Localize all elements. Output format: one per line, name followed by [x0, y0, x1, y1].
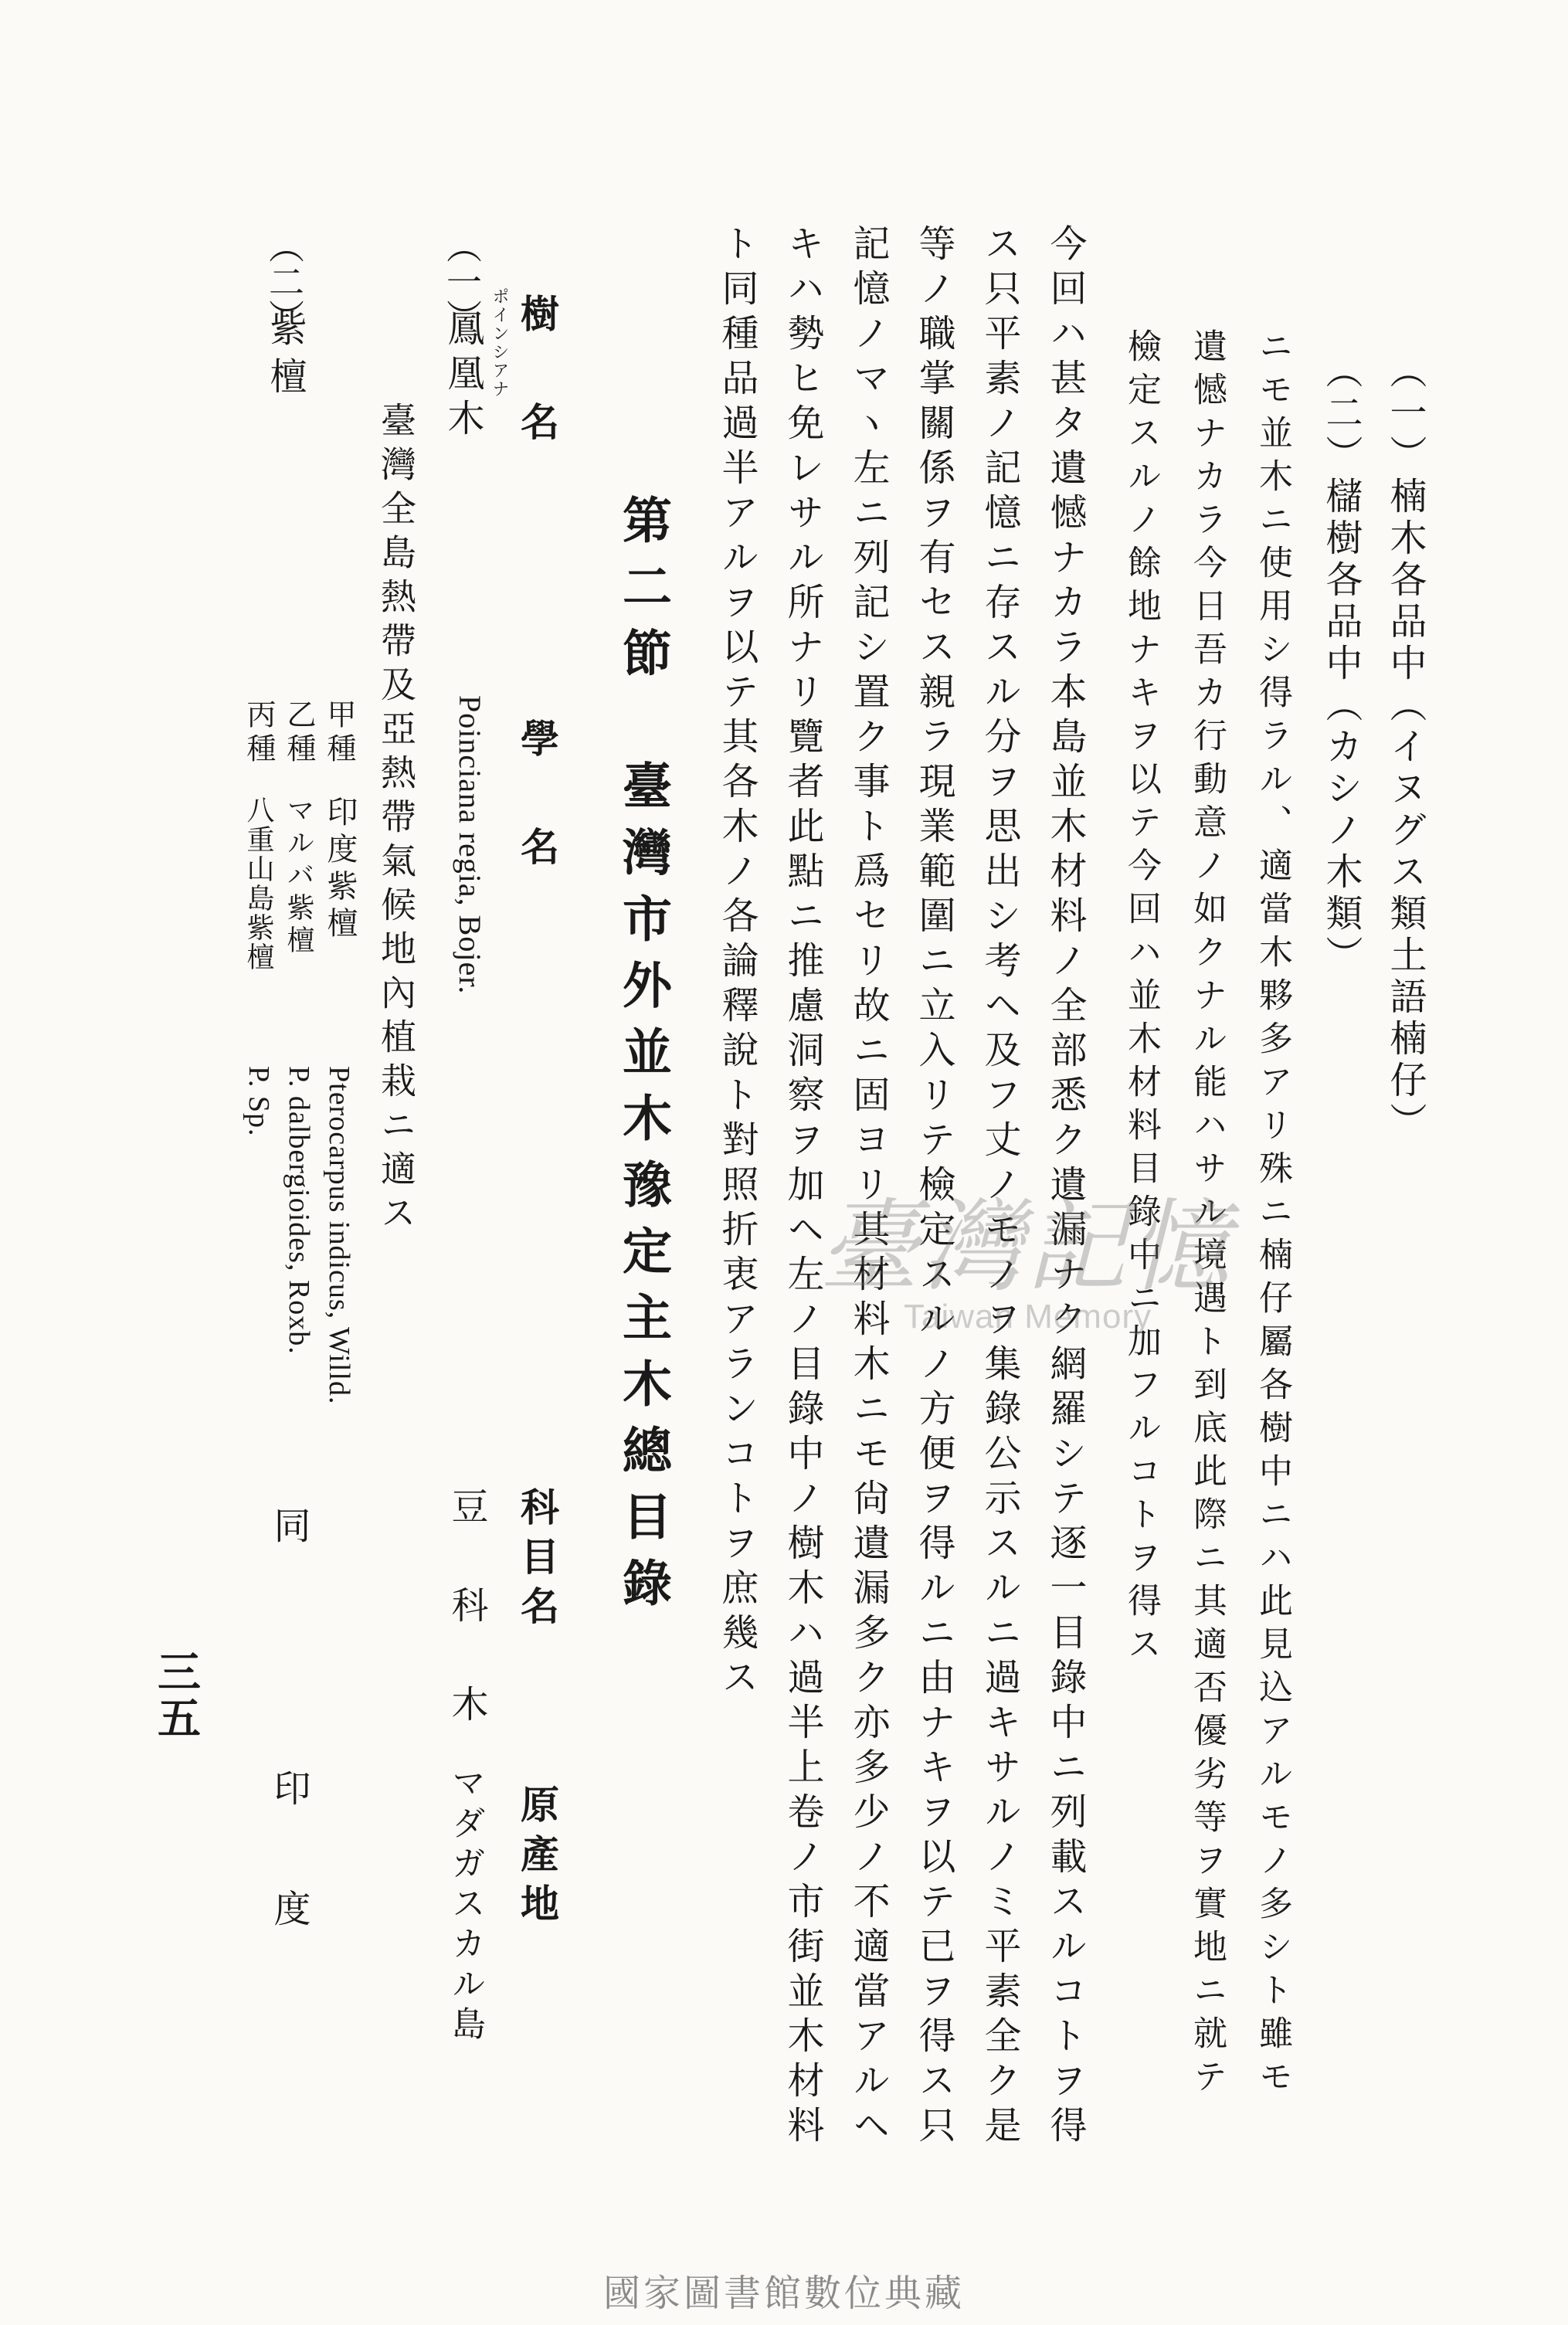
paragraph-line-6: ト同種品過半アルヲ以テ其各木ノ各論釋說ト對照折衷アランコトヲ庶幾ス [715, 224, 759, 1702]
entry-1-tree-name: 鳳凰木 [441, 309, 484, 443]
entry-2-origin: 印 度 [267, 1769, 311, 1950]
paragraph-line-1: 今回ハ甚タ遺憾ナカラ本島並木材料ノ全部悉ク遺漏ナク網羅シテ逐一目錄中ニ列載スルコトヲ得 [1044, 224, 1087, 2150]
entry-2-tree-name: 紫檀 [263, 309, 307, 405]
entry-1-origin: マダガスカル島 [446, 1765, 485, 2046]
variety-3-scientific-name: P. Sp. [243, 1066, 275, 1137]
entry-1-ruby: ポインシアナ [490, 287, 509, 399]
variety-2-name: マルバ紫檀 [283, 796, 314, 958]
note-line-1: （一）楠木各品中（イヌグス類土語楠仔） [1383, 351, 1427, 1144]
paragraph-line-4: 記憶ノマヽ左ニ列記シ置ク事ト爲セリ故ニ固ヨリ其材料木ニモ尙遺漏多ク亦多少ノ不適當アルヘ [847, 224, 890, 2150]
variety-1-scientific-name: Pterocarpus indicus, Willd. [323, 1066, 355, 1405]
entry-1-note: 臺灣全島熱帶及亞熱帶氣候地內植栽ニ適ス [375, 402, 417, 1238]
header-scientific-name: 學 名 [514, 718, 560, 881]
header-family: 科目名 [514, 1487, 560, 1635]
note-line-3: ニモ並木ニ使用シ得ラル、適當木夥多アリ殊ニ楠仔屬各樹中ニハ此見込アルモノ多シト雖モ [1253, 328, 1292, 2102]
header-origin: 原產地 [514, 1784, 560, 1933]
note-line-4: 遺憾ナカラ今日吾カ行動意ノ如クナル能ハサル境遇ト到底此際ニ其適否優劣等ヲ實地ニ就テ [1187, 328, 1227, 2102]
entry-2-number: （二） [263, 228, 305, 334]
variety-1-name: 印度紫檀 [322, 796, 358, 944]
variety-2-kind: 乙種 [282, 699, 316, 767]
paragraph-line-5: キハ勢ヒ免レサル所ナリ覽者此點ニ推慮洞察ヲ加ヘ左ノ目錄中ノ樹木ハ過半上卷ノ市街並木材料 [781, 224, 824, 2150]
note-line-2: （二）櫧樹各品中（カシノ木類） [1319, 351, 1363, 977]
watermark-english: Taiwan Memory [904, 1298, 1152, 1336]
variety-2-scientific-name: P. dalbergioides, Roxb. [283, 1066, 315, 1355]
entry-2-family: 同 [267, 1506, 311, 1551]
section-heading: 第二節 臺灣市外並木豫定主木總目錄 [614, 494, 672, 1624]
variety-1-kind: 甲種 [322, 699, 356, 767]
entry-1-number: （一） [441, 228, 483, 334]
paragraph-line-3: 等ノ職掌關係ヲ有セス親ラ現業範圍ニ立入リテ檢定スルノ方便ヲ得ルニ由ナキヲ以テ已ヲ得ス只 [912, 224, 955, 2150]
note-line-5: 檢定スルノ餘地ナキヲ以テ今回ハ並木材料目錄中ニ加フルコトヲ得ス [1122, 328, 1161, 1669]
footer-collection: 國家圖書館數位典藏 [602, 2272, 965, 2315]
entry-1-scientific-name: Poinciana regia, Bojer. [453, 695, 487, 995]
variety-3-kind: 丙種 [242, 699, 276, 767]
paragraph-line-2: ス只平素ノ記憶ニ存スル分ヲ思出シ考ヘ及フ丈ノモノヲ集錄公示スルニ過キサルノミ平素全ク是 [978, 224, 1021, 2150]
entry-1-family: 豆 科 木 [445, 1487, 488, 1734]
page-number: 三五 [151, 1649, 202, 1742]
header-tree-name: 樹 名 [514, 294, 560, 456]
watermark-chinese: 臺灣記憶 [819, 1188, 1234, 1305]
variety-3-name: 八重山島紫檀 [243, 796, 274, 972]
